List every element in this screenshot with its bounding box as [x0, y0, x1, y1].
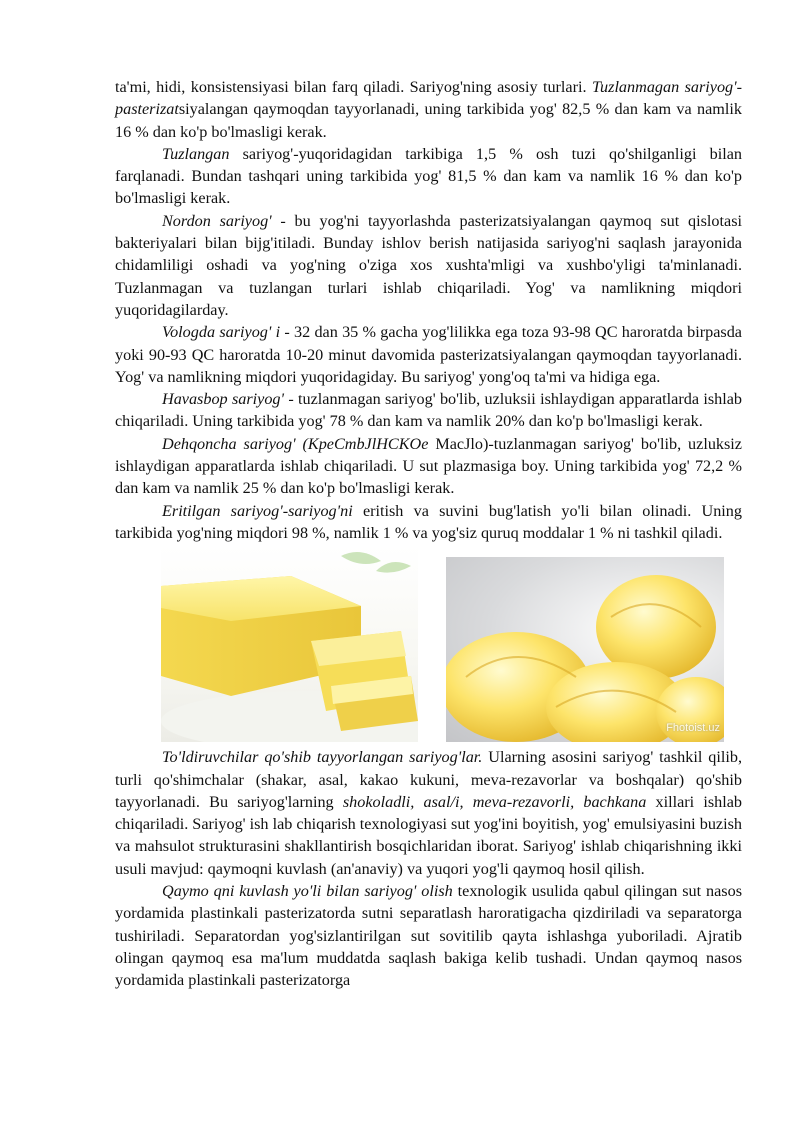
image-watermark: Fhotoist.uz [666, 721, 720, 734]
paragraph [115, 143, 742, 210]
paragraph [115, 433, 742, 500]
butter-curls-photo [446, 557, 724, 742]
italic-text-run: Dehqoncha sariyog' (KpeCmbJlHCKOe [162, 434, 429, 453]
paragraph [115, 76, 742, 143]
text-run: - 32 dan 35 % gacha yog'lilikka ega toza 93-98 QC haroratda birpasda yoki 90-93 QC haroratda 10-20 minut davomida pasterizatsiyalangan qaymoqdan tayyorlanadi. Yog' va namlikning miqdori yuqoridagiday. Bu sariyog' yong'oq ta'mi va hidiga ega. [115, 323, 742, 386]
butter-block-photo [161, 546, 418, 742]
italic-text-run: Havasbop sariyog' [162, 390, 284, 409]
paragraph [115, 388, 742, 433]
butter-block-illustration [161, 546, 418, 742]
text-run: Ularning asosini sariyog' tashkil qilib, turli qo'shimchalar (shakar, asal, kakao kukuni, meva-rezavorlar va boshqalar) qo'shib tayyorlanadi. Bu sariyog'larning [115, 748, 742, 811]
italic-text-run: shokoladli, asal/i, meva-rezavorli, bachkana [342, 792, 647, 811]
italic-text-run: Nordon sariyog' [162, 211, 272, 230]
paragraph [115, 321, 742, 388]
text-run: eritish va suvini bug'latish yo'li bilan olinadi. Uning tarkibida yog'ning miqdori 98 %, namlik 1 % va yog'siz quruq moddalar 1 % ni tashkil qiladi. [115, 501, 742, 542]
paragraph [115, 500, 742, 545]
paragraph [115, 746, 742, 880]
text-block-top [115, 76, 742, 544]
text-run: xillari ishlab chiqariladi. Sariyog' ish lab chiqarish texnologiyasi sut yog'ini boyitish, yog' emulsiyasini buzish va mahsulot strukturasini shakllantirish bosqichlaridan iborat. Sariyog' ishlab chiqarishning ikki usuli mavjud: qaymoqni kuvlash (an'anaviy) va yuqori yog'li qaymoq hosil qilish. [115, 792, 743, 878]
text-block-bottom [115, 746, 742, 991]
italic-text-run: Eritilgan sariyog'-sariyog'ni [162, 501, 353, 520]
text-run: siyalangan qaymoqdan tayyorlanadi, uning tarkibida yog' 82,5 % dan kam va namlik 16 % dan ko'p bo'lmasligi kerak. [115, 100, 742, 141]
text-run: sariyog'-yuqoridagidan tarkibiga 1,5 % osh tuzi qo'shilganligi bilan farqlanadi. Bundan tashqari uning tarkibida yog' 81,5 % dan kam va namlik 16 % dan ko'p bo'lmasligi kerak. [115, 144, 742, 208]
text-run: MacJlo)-tuzlanmagan sariyog' bo'lib, uzluksiz ishlaydigan apparatlarda ishlab chiqariladi. U sut plazmasiga boy. Uning tarkibida yog' 72,2 % dan kam va namlik 25 % dan ko'p bo'lmasligi kerak. [115, 434, 742, 498]
paragraph [115, 880, 742, 991]
text-run: ta'mi, hidi, konsistensiyasi bilan farq qiladi. Sariyog'ning asosiy turlari. [115, 78, 592, 96]
italic-text-run: Tuzlanmagan sariyog'-pasterizat [115, 78, 742, 119]
italic-text-run: To'ldiruvchilar qo'shib tayyorlangan sariyog'lar. [162, 748, 483, 767]
text-run: texnologik usulida qabul qilingan sut nasos yordamida plastinkali pasterizatorda sutni separatlash haroratigacha qizdiriladi va separatorga tushiriladi. Separatordan yog'sizlantirilgan sut sovitilib qayta ishlashga yuboriladi. Ajratib olingan qaymoq esa ma'lum muddatda saqlash bakiga kelib tushadi. Undan qaymoq nasos yordamida plastinkali pasterizatorga [115, 882, 742, 990]
butter-curls-illustration [446, 557, 724, 742]
butter-images [115, 546, 742, 744]
text-run: - tuzlanmagan sariyog' bo'lib, uzluksii ishlaydigan apparatlarda ishlab chiqariladi. Uning tarkibida yog' 78 % dan kam va namlik 20% dan ko'p bo'lmasligi kerak. [115, 390, 743, 431]
document-page [115, 76, 742, 992]
italic-text-run: Vologda sariyog' i [162, 323, 281, 342]
italic-text-run: Tuzlangan [162, 144, 230, 163]
paragraph [115, 210, 742, 321]
italic-text-run: Qaymo qni kuvlash yo'li bilan sariyog' olish [162, 882, 453, 901]
text-run: - bu yog'ni tayyorlashda pasterizatsiyalangan qaymoq sut qislotasi bakteriyalari bilan bijg'itiladi. Bunday ishlov berish natijasida sariyog'ni saqlash jarayonida chidamliligi oshadi va yog'ning o'ziga xos xushta'mligi va xushbo'yligi ta'minlanadi. Tuzlanmagan va tuzlangan turlari ishlab chiqariladi. Yog' va namlikning miqdori yuqoridagilarday. [115, 211, 742, 319]
